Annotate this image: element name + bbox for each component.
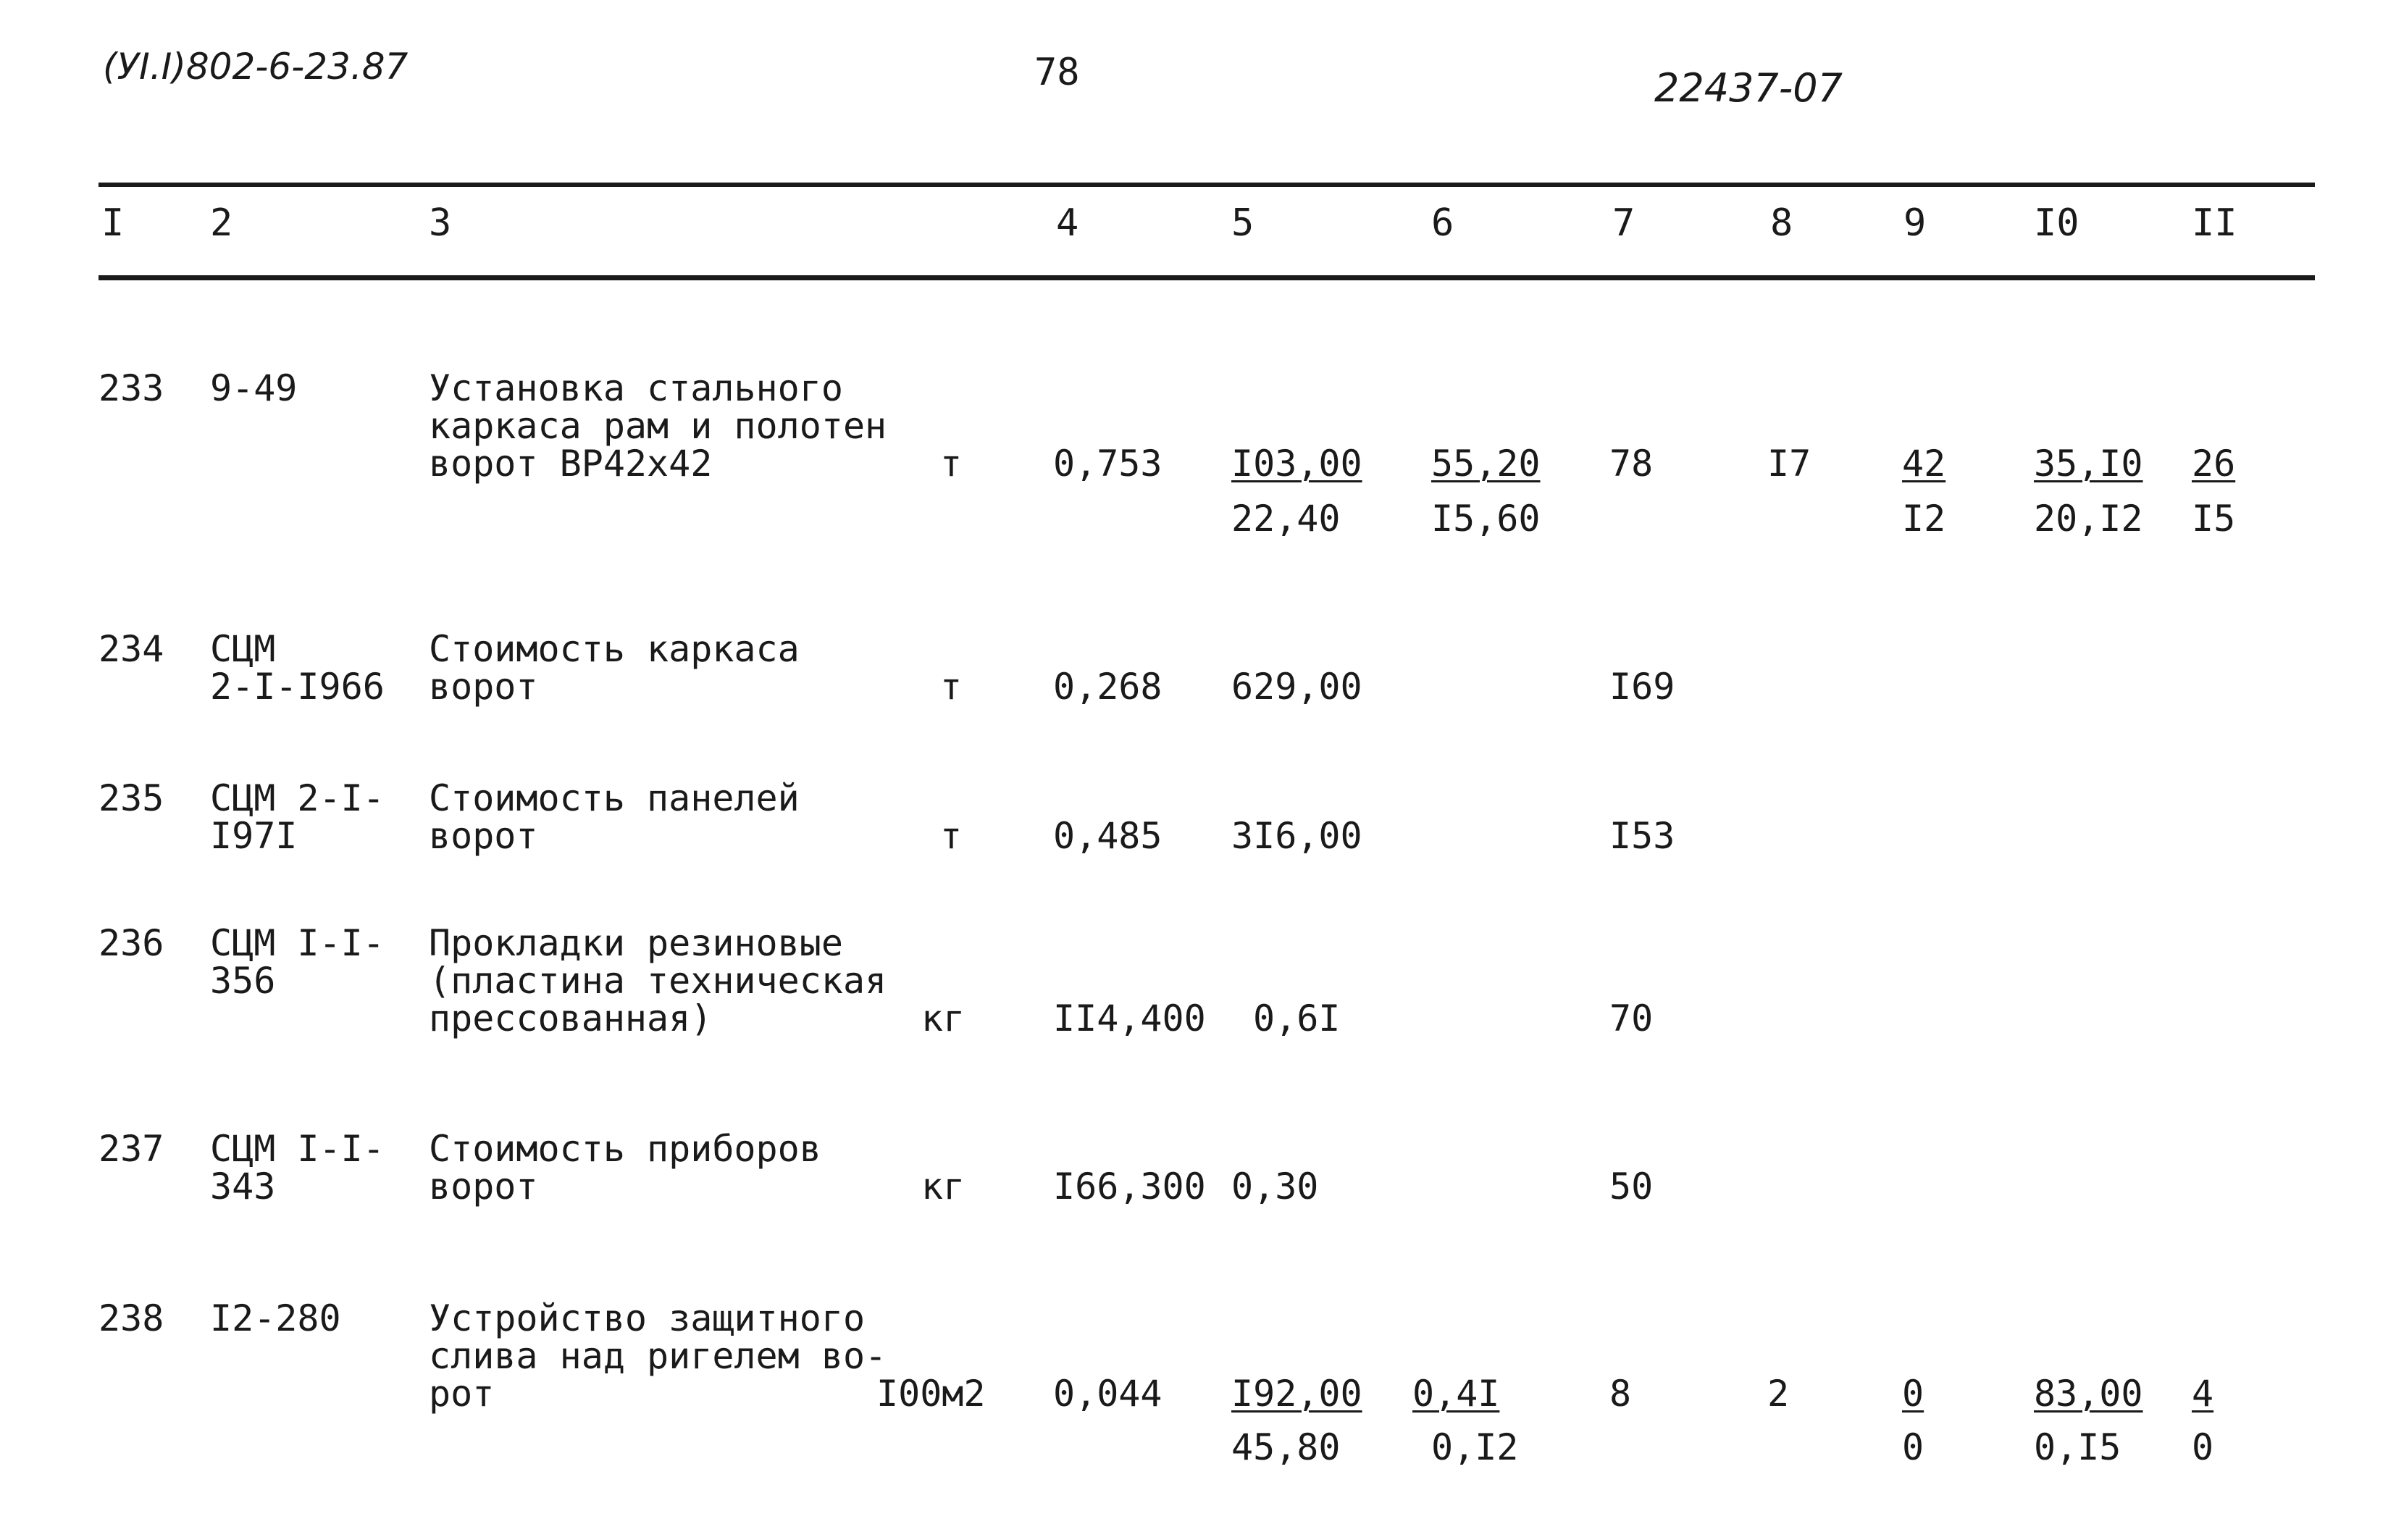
col9-top: 0: [1902, 1373, 1924, 1415]
unit: кг: [921, 997, 965, 1039]
quantity: 0,044: [1053, 1373, 1163, 1415]
col9-bottom: I2: [1902, 498, 1946, 540]
column-header: I0: [2034, 201, 2079, 245]
column-header: 3: [429, 201, 452, 245]
quantity: II4,400: [1053, 997, 1206, 1039]
col9-top: 42: [1902, 443, 1946, 485]
row-number: 235: [99, 777, 164, 819]
column-header: I: [101, 201, 125, 245]
row-number: 234: [99, 628, 164, 670]
column-header: 5: [1231, 201, 1254, 245]
norm-code: СЦМ I-I- 356: [210, 922, 385, 1002]
work-description: Стоимость приборов ворот: [429, 1128, 821, 1208]
sheet-number: 22437-07: [1654, 65, 1843, 111]
col10-bottom: 0,I5: [2034, 1426, 2121, 1468]
unit: кг: [921, 1166, 965, 1208]
quantity: I66,300: [1053, 1166, 1206, 1208]
unit: I00м2: [876, 1373, 986, 1415]
work-description: Стоимость каркаса ворот: [429, 628, 800, 708]
work-description: Стоимость панелей ворот: [429, 777, 800, 857]
total-cost: I53: [1609, 815, 1675, 857]
work-description: Прокладки резиновые (пластина техническая прессованная): [429, 922, 887, 1039]
col8-value: 2: [1767, 1373, 1790, 1415]
col10-top: 83,00: [2034, 1373, 2143, 1415]
unit-cost-wages: 22,40: [1231, 498, 1341, 540]
norm-code: СЦМ I-I- 343: [210, 1128, 385, 1208]
col10-top: 35,I0: [2034, 443, 2143, 485]
machine-cost: 0,4I: [1412, 1373, 1500, 1415]
quantity: 0,753: [1053, 443, 1163, 485]
header-bottom-rule: [99, 275, 2315, 280]
work-description: Установка стального каркаса рам и полотен ворот ВР42х42: [429, 367, 887, 485]
column-header: 8: [1770, 201, 1793, 245]
quantity: 0,485: [1053, 815, 1163, 857]
machine-cost: 55,20: [1431, 443, 1541, 485]
col11-top: 4: [2192, 1373, 2214, 1415]
norm-code: I2-280: [210, 1297, 341, 1339]
total-cost: 8: [1609, 1373, 1632, 1415]
unit-cost-total: 0,6I: [1253, 997, 1341, 1039]
col8-value: I7: [1767, 443, 1811, 485]
column-header: II: [2192, 201, 2237, 245]
table-top-rule: [99, 183, 2315, 187]
row-number: 237: [99, 1128, 164, 1170]
col9-bottom: 0: [1902, 1426, 1924, 1468]
column-header: 6: [1431, 201, 1454, 245]
unit-cost-total: 0,30: [1231, 1166, 1319, 1208]
row-number: 238: [99, 1297, 164, 1339]
col11-top: 26: [2192, 443, 2236, 485]
machine-wages: I5,60: [1431, 498, 1541, 540]
unit: т: [940, 443, 963, 485]
unit-cost-total: I03,00: [1231, 443, 1362, 485]
unit-cost-total: I92,00: [1231, 1373, 1362, 1415]
total-cost: I69: [1609, 666, 1675, 708]
row-number: 236: [99, 922, 164, 964]
norm-code: СЦМ 2-I-I966: [210, 628, 385, 708]
column-header: 2: [210, 201, 233, 245]
unit: т: [940, 666, 963, 708]
column-header: 4: [1056, 201, 1079, 245]
row-number: 233: [99, 367, 164, 409]
col11-bottom: 0: [2192, 1426, 2214, 1468]
total-cost: 70: [1609, 997, 1654, 1039]
unit-cost-wages: 45,80: [1231, 1426, 1341, 1468]
page-number: 78: [1034, 51, 1080, 94]
unit-cost-total: 3I6,00: [1231, 815, 1362, 857]
column-header: 9: [1903, 201, 1927, 245]
norm-code: СЦМ 2-I- I97I: [210, 777, 385, 857]
doc-code: (УI.I)802-6-23.87: [103, 46, 409, 88]
total-cost: 78: [1609, 443, 1654, 485]
unit-cost-total: 629,00: [1231, 666, 1362, 708]
column-header: 7: [1612, 201, 1635, 245]
total-cost: 50: [1609, 1166, 1654, 1208]
norm-code: 9-49: [210, 367, 298, 409]
col11-bottom: I5: [2192, 498, 2236, 540]
machine-wages: 0,I2: [1431, 1426, 1519, 1468]
quantity: 0,268: [1053, 666, 1163, 708]
unit: т: [940, 815, 963, 857]
work-description: Устройство защитного слива над ригелем во- рот: [429, 1297, 887, 1415]
col10-bottom: 20,I2: [2034, 498, 2143, 540]
